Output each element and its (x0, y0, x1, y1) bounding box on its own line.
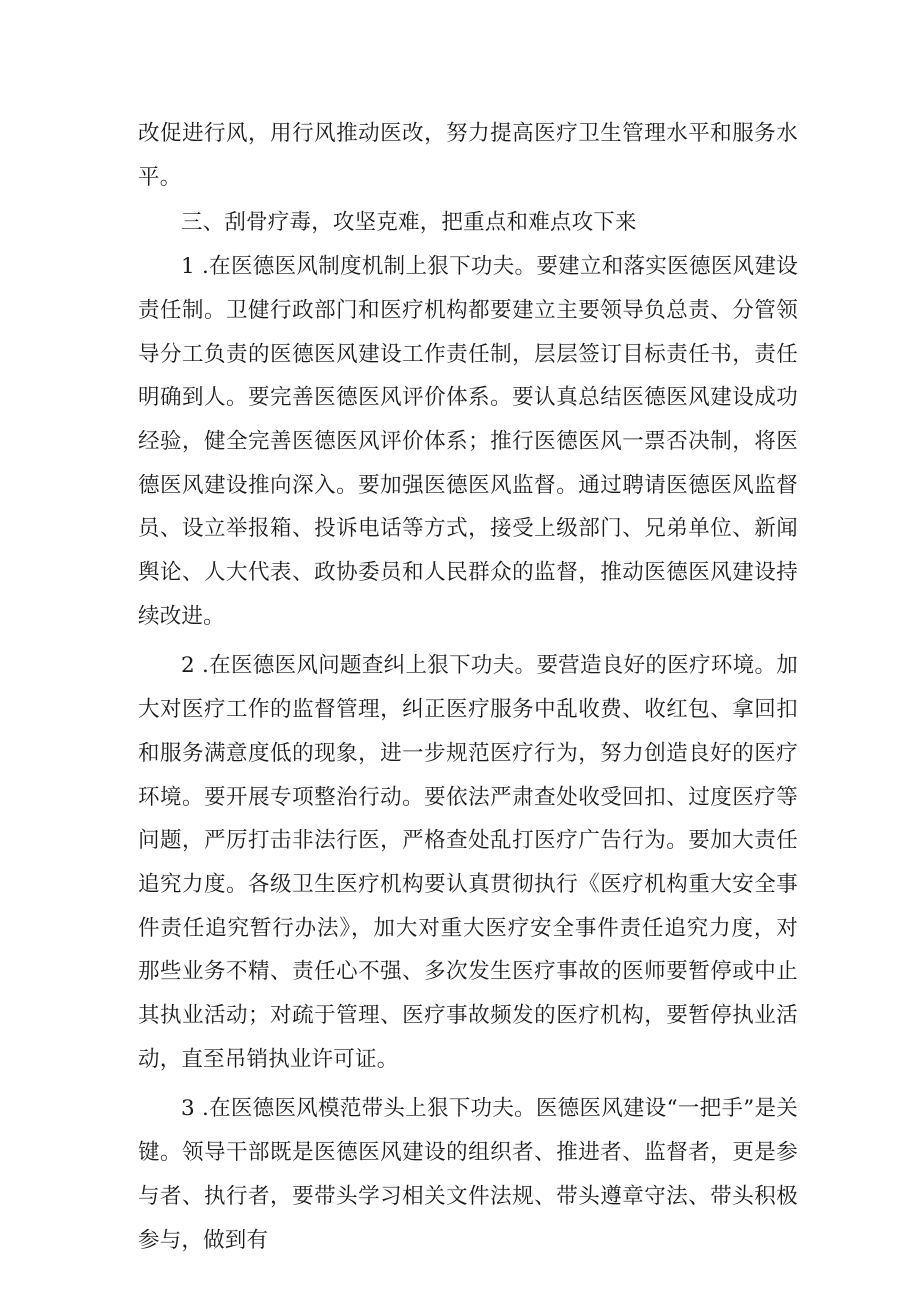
section-heading: 三、刮骨疗毒，攻坚克难，把重点和难点攻下来 (181, 210, 637, 236)
paragraph-item-2: 2 .在医德医风问题查纠上狠下功夫。要营造良好的医疗环境。加大对医疗工作的监督管理，纠正医疗服务中乱收费、收红包、拿回扣和服务满意度低的现象，进一步规范医疗行为，努力创造良好的医疗环境。要开展专项整治行动。要依法严肃查处收受回扣、过度医疗等问题，严厉打击非法行医，严格查处乱打医疗广告行为。要加大责任追究力度。各级卫生医疗机构要认真贯彻执行《医疗机构重大安全事件责任追究暂行办法》，加大对重大医疗安全事件责任追究力度，对那些业务不精、责任心不强、多次发生医疗事故的医师要暂停或中止其执业活动；对疏于管理、医疗事故频发的医疗机构，要暂停执业活动，直至吊销执业许可证。 (138, 653, 798, 1072)
paragraph-item-3: 3 .在医德医风模范带头上狠下功夫。医德医风建设“一把手”是关键。领导干部既是医德医风建设的组织者、推进者、监督者，更是参与者、执行者，要带头学习相关文件法规、带头遵章守法、带头积极参与，做到有 (138, 1096, 798, 1253)
paragraph-item-1: 1 .在医德医风制度机制上狠下功夫。要建立和落实医德医风建设责任制。卫健行政部门和医疗机构都要建立主要领导负总责、分管领导分工负责的医德医风建设工作责任制，层层签订目标责任书，责任明确到人。要完善医德医风评价体系。要认真总结医德医风建设成功经验，健全完善医德医风评价体系；推行医德医风一票否决制，将医德医风建设推向深入。要加强医德医风监督。通过聘请医德医风监督员、设立举报箱、投诉电话等方式，接受上级部门、兄弟单位、新闻舆论、人大代表、政协委员和人民群众的监督，推动医德医风建设持续改进。 (138, 254, 798, 629)
paragraph-continuation: 改促进行风，用行风推动医改，努力提高医疗卫生管理水平和服务水平。 (138, 121, 798, 190)
document-body (138, 112, 798, 1262)
